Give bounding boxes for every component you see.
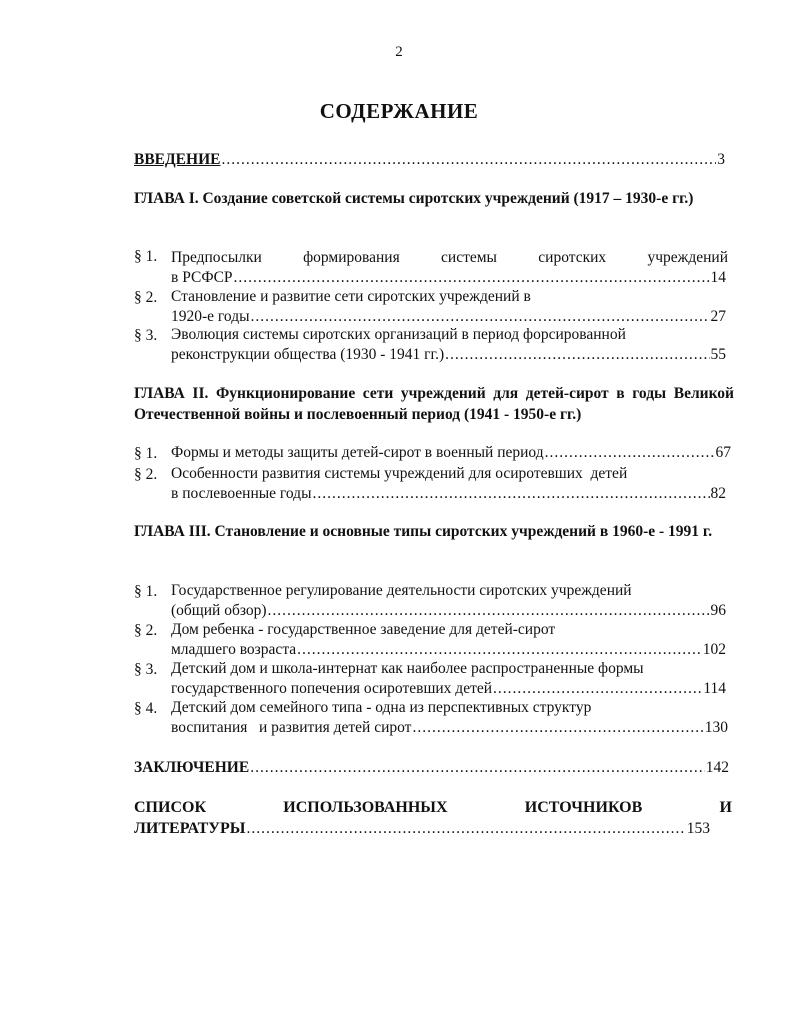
toc-entry-introduction[interactable] bbox=[134, 150, 725, 170]
toc-entry-label: младшего возраста bbox=[171, 641, 297, 658]
section-number: § 1. bbox=[134, 445, 158, 462]
toc-entry-ch2-s1[interactable] bbox=[171, 443, 731, 463]
word: Предпосылки bbox=[171, 249, 262, 266]
toc-entry-ch3-s3[interactable] bbox=[171, 679, 726, 699]
toc-entry-ch3-s2[interactable] bbox=[171, 640, 726, 660]
chapter-3-heading[interactable]: ГЛАВА III. Становление и основные типы сиротских учреждений в 1960-е - 1991 г. bbox=[134, 523, 713, 540]
toc-entry-label: в РСФСР bbox=[171, 269, 233, 286]
toc-entry-ch1-s3[interactable] bbox=[171, 345, 726, 365]
dot-leader bbox=[268, 601, 710, 621]
word: И bbox=[719, 799, 732, 816]
dot-leader bbox=[251, 307, 710, 327]
section-number: § 3. bbox=[134, 661, 158, 678]
toc-page-number: 55 bbox=[710, 346, 726, 363]
toc-entry-ch3-s1[interactable] bbox=[171, 601, 726, 621]
toc-entry-ch2-s2[interactable] bbox=[171, 484, 726, 504]
toc-entry-ch1-s1[interactable] bbox=[171, 268, 726, 288]
toc-entry-label: Дом ребенка - государственное заведение для детей-сирот bbox=[171, 621, 556, 638]
toc-entry-label: воспитания и развития детей сирот bbox=[171, 719, 412, 736]
word: ИСТОЧНИКОВ bbox=[524, 799, 643, 816]
toc-entry-ch1-s2[interactable] bbox=[171, 307, 726, 327]
toc-page-number: 3 bbox=[717, 151, 725, 168]
toc-entry-label: Детский дом и школа-интернат как наиболее распространенные формы bbox=[171, 660, 644, 677]
word: ИСПОЛЬЗОВАННЫХ bbox=[283, 799, 448, 816]
toc-entry-label: Формы и методы защиты детей-сирот в военный период bbox=[171, 444, 544, 461]
dot-leader bbox=[445, 345, 709, 365]
toc-page-number: 142 bbox=[705, 759, 729, 776]
toc-page-number: 96 bbox=[710, 602, 726, 619]
toc-page-number: 67 bbox=[715, 444, 731, 461]
section-number: § 2. bbox=[134, 466, 158, 483]
section-number: § 1. bbox=[134, 248, 158, 265]
dot-leader bbox=[246, 819, 685, 839]
dot-leader bbox=[412, 718, 703, 738]
toc-entry-label: Эволюция системы сиротских организаций в период форсированной bbox=[171, 326, 626, 343]
toc-entry-label: Особенности развития системы учреждений для осиротевших детей bbox=[171, 465, 628, 482]
toc-entry-label: (общий обзор) bbox=[171, 602, 267, 619]
dot-leader bbox=[545, 443, 715, 463]
dot-leader bbox=[493, 679, 702, 699]
page-number: 2 bbox=[395, 44, 403, 60]
toc-entry-label: 1920-е годы bbox=[171, 308, 250, 325]
toc-page-number: 14 bbox=[710, 269, 726, 286]
section-number: § 2. bbox=[134, 289, 158, 306]
chapter-1-heading[interactable]: ГЛАВА I. Создание советской системы сиротских учреждений (1917 – 1930-е гг.) bbox=[134, 190, 694, 207]
dot-leader bbox=[297, 640, 702, 660]
section-number: § 4. bbox=[134, 700, 158, 717]
toc-page-number: 153 bbox=[686, 820, 710, 837]
page-title: СОДЕРЖАНИЕ bbox=[319, 99, 479, 123]
toc-entry-conclusion[interactable] bbox=[134, 758, 729, 778]
toc-entry-label: государственного попечения осиротевших детей bbox=[171, 680, 493, 697]
toc-entry-label: ЗАКЛЮЧЕНИЕ bbox=[134, 759, 250, 776]
toc-entry-ch3-s4[interactable] bbox=[171, 718, 728, 738]
toc-page-number: 102 bbox=[702, 641, 726, 658]
toc-entry-ch1-s1-line1[interactable] bbox=[171, 248, 728, 268]
word: СПИСОК bbox=[134, 799, 207, 816]
chapter-2-heading[interactable]: ГЛАВА II. Функционирование сети учреждений для детей-сирот в годы Великой Отечественной войны и послевоенный период (1941 - 1950-е гг.) bbox=[134, 385, 734, 423]
word: системы bbox=[441, 249, 497, 266]
toc-entry-bibliography-line1[interactable] bbox=[134, 798, 732, 818]
toc-page-number: 27 bbox=[710, 308, 726, 325]
toc-entry-bibliography[interactable] bbox=[134, 819, 710, 839]
toc-page-number: 82 bbox=[710, 485, 726, 502]
dot-leader bbox=[312, 484, 709, 504]
word: учреждений bbox=[647, 249, 728, 266]
toc-entry-label: Государственное регулирование деятельности сиротских учреждений bbox=[171, 582, 632, 599]
toc-entry-label: реконструкции общества (1930 - 1941 гг.) bbox=[171, 346, 445, 363]
toc-entry-label: ЛИТЕРАТУРЫ bbox=[134, 820, 246, 837]
section-number: § 1. bbox=[134, 583, 158, 600]
dot-leader bbox=[221, 150, 716, 170]
toc-entry-label: Детский дом семейного типа - одна из перспективных структур bbox=[171, 699, 592, 716]
toc-entry-label: Становление и развитие сети сиротских учреждений в bbox=[171, 288, 531, 305]
word: формирования bbox=[303, 249, 400, 266]
section-number: § 2. bbox=[134, 622, 158, 639]
toc-page-number: 130 bbox=[704, 719, 728, 736]
word: сиротских bbox=[538, 249, 607, 266]
toc-page-number: 114 bbox=[703, 680, 726, 697]
section-number: § 3. bbox=[134, 327, 158, 344]
dot-leader bbox=[234, 268, 710, 288]
dot-leader bbox=[250, 758, 705, 778]
toc-entry-label: ВВЕДЕНИЕ bbox=[134, 151, 221, 168]
toc-entry-label: в послевоенные годы bbox=[171, 485, 312, 502]
